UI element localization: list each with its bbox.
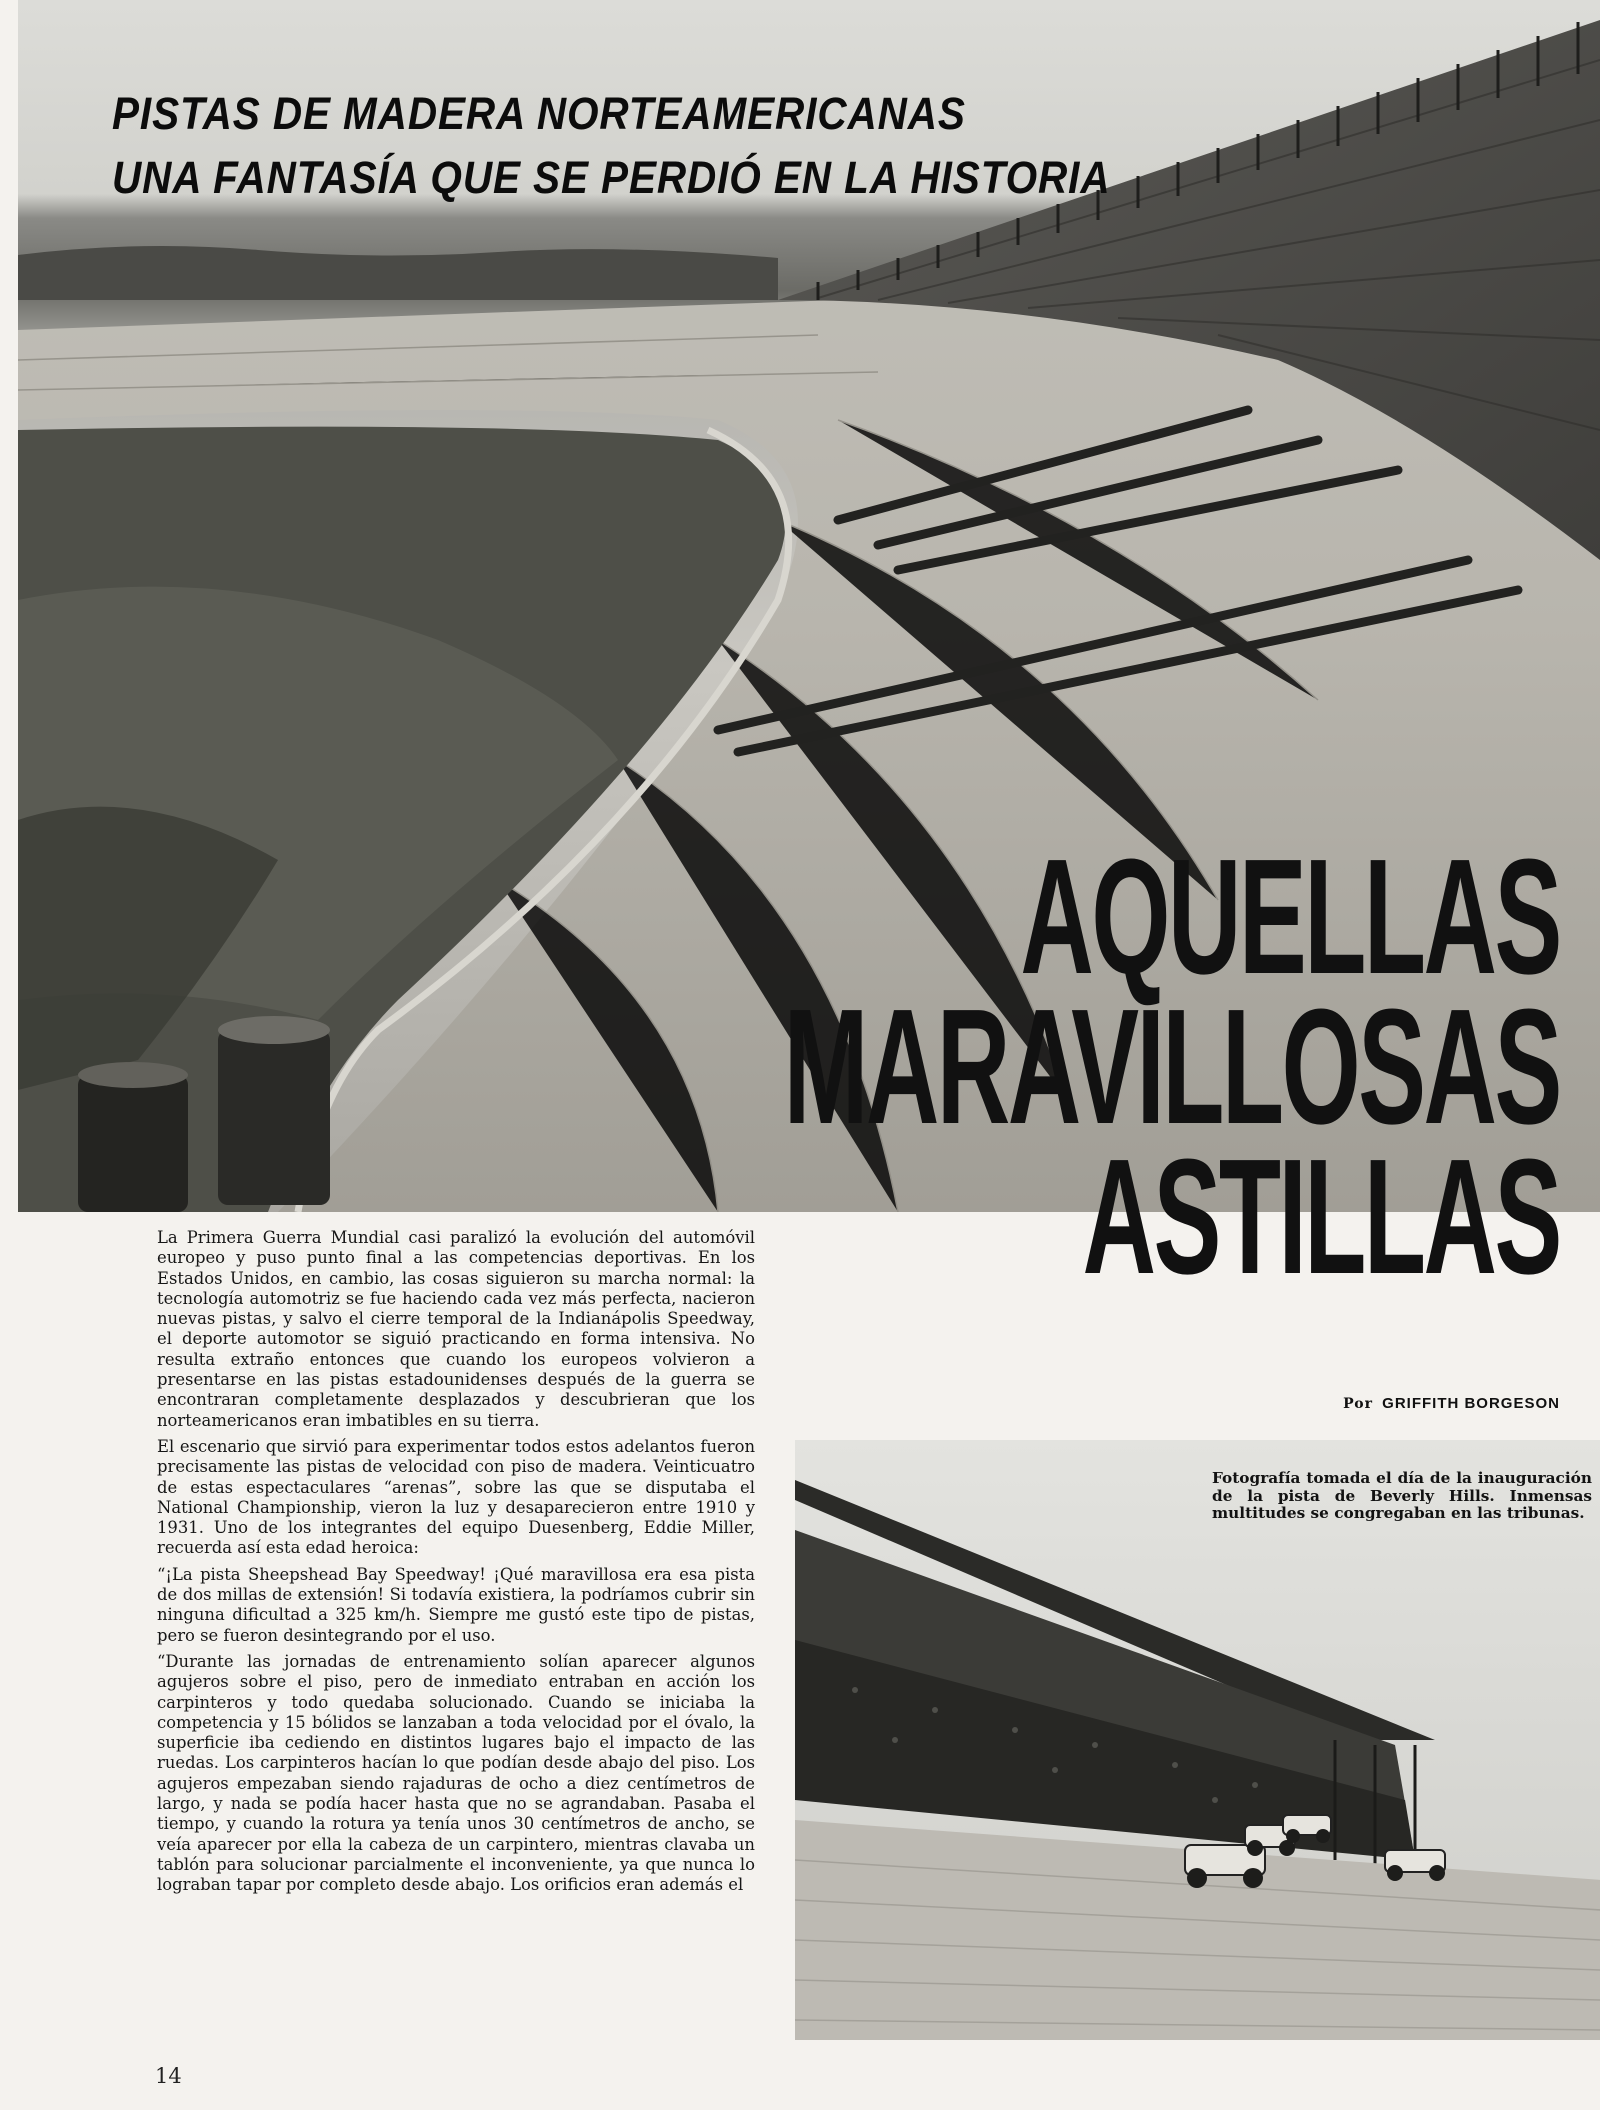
article-paragraph-3: “¡La pista Sheepshead Bay Speedway! ¡Qué maravillosa era esa pista de dos millas de extensión! Si todavía existiera, la podríamos cubrir sin ninguna dificultad a 325 km/h. Siempre me gustó este tipo de pistas, pero se fueron desintegrando por el uso. (157, 1564, 755, 1645)
kicker-line-2: UNA FANTASÍA QUE SE PERDIÓ EN LA HISTORIA (112, 152, 1111, 203)
grandstand-photo (795, 1440, 1600, 2040)
byline-author: GRIFFITH BORGESON (1382, 1395, 1560, 1412)
headline-line-1: AQUELLAS (1020, 825, 1560, 1008)
headline-line-3: ASTILLAS (1082, 1125, 1560, 1308)
headline (783, 825, 1560, 1308)
article-paragraph-2: El escenario que sirvió para experimentar todos estos adelantos fueron precisamente las pistas de velocidad con piso de madera. Veinticuatro de estas espectaculares “arenas”, sobre las que se disputaba el National Championship, vieron la luz y desaparecieron entre 1910 y 1931. Uno de los integrantes del equipo Duesenberg, Eddie Miller, recuerda así esta edad heroica: (157, 1436, 755, 1558)
article-body (157, 1228, 755, 1902)
byline-prefix: Por (1343, 1396, 1373, 1412)
kicker-title (112, 82, 1110, 210)
byline (1343, 1395, 1560, 1412)
grandstand-illustration (795, 1440, 1600, 2040)
kicker-line-1: PISTAS DE MADERA NORTEAMERICANAS (112, 88, 966, 139)
headline-line-2: MARAVILLOSAS (783, 975, 1560, 1158)
photo-caption: Fotografía tomada el día de la inauguración de la pista de Beverly Hills. Inmensas multitudes se congregaban en las tribunas. (1212, 1469, 1592, 1522)
page-number: 14 (155, 2064, 182, 2088)
article-paragraph-4: “Durante las jornadas de entrenamiento solían aparecer algunos agujeros sobre el piso, pero de inmediato entraban en acción los carpinteros y todo quedaba solucionado. Cuando se iniciaba la competencia y 15 bólidos se lanzaban a toda velocidad por el óvalo, la superficie iba cediendo en distintos lugares bajo el impacto de las ruedas. Los carpinteros hacían lo que podían desde abajo del piso. Los agujeros empezaban siendo rajaduras de ocho a diez centímetros de largo, y nada se podía hacer hasta que no se agrandaban. Pasaba el tiempo, y cuando la rotura ya tenía unos 30 centímetros de ancho, se veía aparecer por ella la cabeza de un carpintero, mientras clavaba un tablón para solucionar parcialmente el inconveniente, ya que nunca lo lograban tapar por completo desde abajo. Los orificios eran además el (157, 1651, 755, 1895)
article-paragraph-1: La Primera Guerra Mundial casi paralizó la evolución del automóvil europeo y puso punto final a las competencias deportivas. En los Estados Unidos, en cambio, las cosas siguieron su marcha normal: la tecnología automotriz se fue haciendo cada vez más perfecta, nacieron nuevas pistas, y salvo el cierre temporal de la Indianápolis Speedway, el deporte automotor se siguió practicando en forma intensiva. No resulta extraño entonces que cuando los europeos volvieron a presentarse en las pistas estadounidenses después de la guerra se encontraran completamente desplazados y descubrieran que los norteamericanos eran imbatibles en su tierra. (157, 1228, 755, 1430)
